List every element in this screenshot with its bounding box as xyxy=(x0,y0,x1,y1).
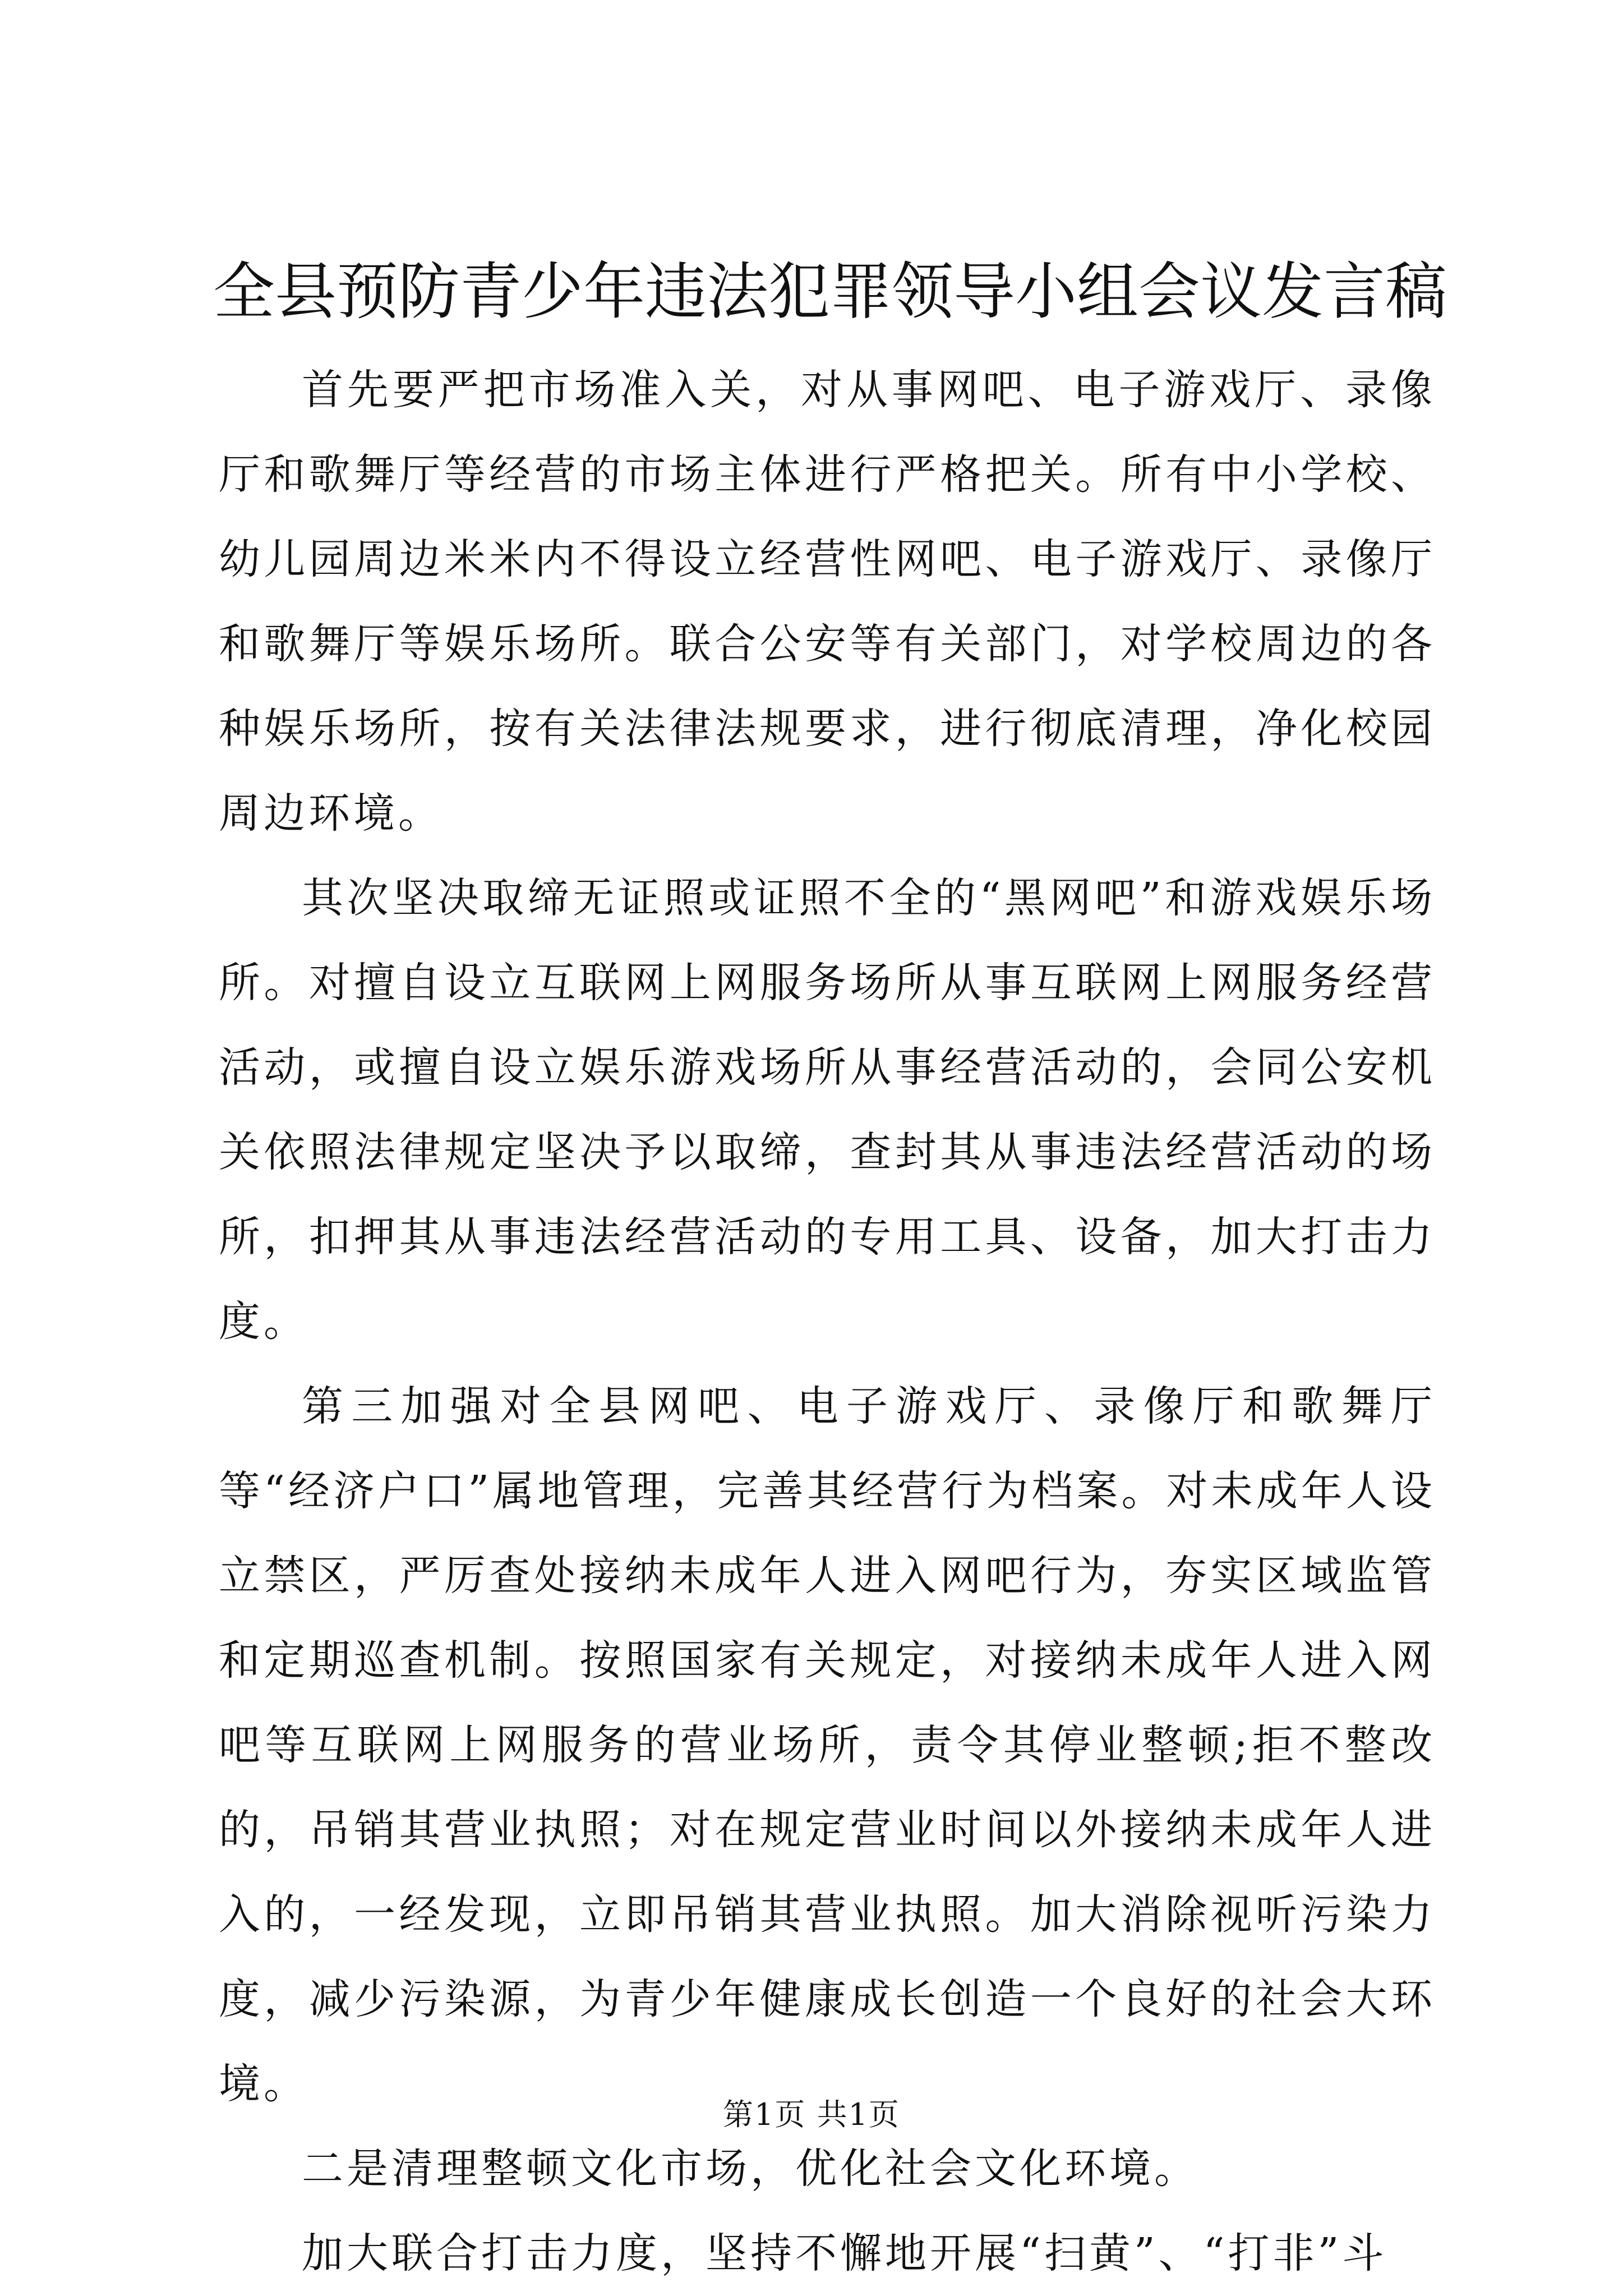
paragraph-cultural-market: 二是清理整顿文化市场，优化社会文化环境。 xyxy=(302,2145,1199,2193)
document-body xyxy=(219,348,1436,2296)
page-number-footer: 第1页 共1页 xyxy=(723,2097,900,2132)
paragraph-joint-crackdown: 加大联合打击力度，坚持不懈地开展“扫黄”、“打非”斗 xyxy=(302,2229,1387,2277)
paragraph-ban-unlicensed: 其次坚决取缔无证照或证照不全的“黑网吧”和游戏娱乐场所。对擅自设立互联网上网服务场所从事互联网上网服务经营活动，或擅自设立娱乐游戏场所从事经营活动的，会同公安机关依照法律规定坚决予以取缔，查封其从事违法经营活动的场所，扣押其从事违法经营活动的专用工具、设备，加大打击力度。 xyxy=(219,874,1436,1346)
paragraph-market-access: 首先要严把市场准入关，对从事网吧、电子游戏厅、录像厅和歌舞厅等经营的市场主体进行严格把关。所有中小学校、幼儿园周边米米内不得设立经营性网吧、电子游戏厅、录像厅和歌舞厅等娱乐场所。联合公安等有关部门，对学校周边的各种娱乐场所，按有关法律法规要求，进行彻底清理，净化校园周边环境。 xyxy=(219,366,1436,838)
document-title: 全县预防青少年违法犯罪领导小组会议发言稿 xyxy=(213,256,1447,328)
paragraph-territorial-management: 第三加强对全县网吧、电子游戏厅、录像厅和歌舞厅等“经济户口”属地管理，完善其经营行为档案。对未成年人设立禁区，严厉查处接纳未成年人进入网吧行为，夯实区域监管和定期巡查机制。按照国家有关规定，对接纳未成年人进入网吧等互联网上网服务的营业场所，责令其停业整顿;拒不整改的，吊销其营业执照；对在规定营业时间以外接纳未成年人进入的，一经发现，立即吊销其营业执照。加大消除视听污染力度，减少污染源，为青少年健康成长创造一个良好的社会大环境。 xyxy=(219,1382,1436,2108)
